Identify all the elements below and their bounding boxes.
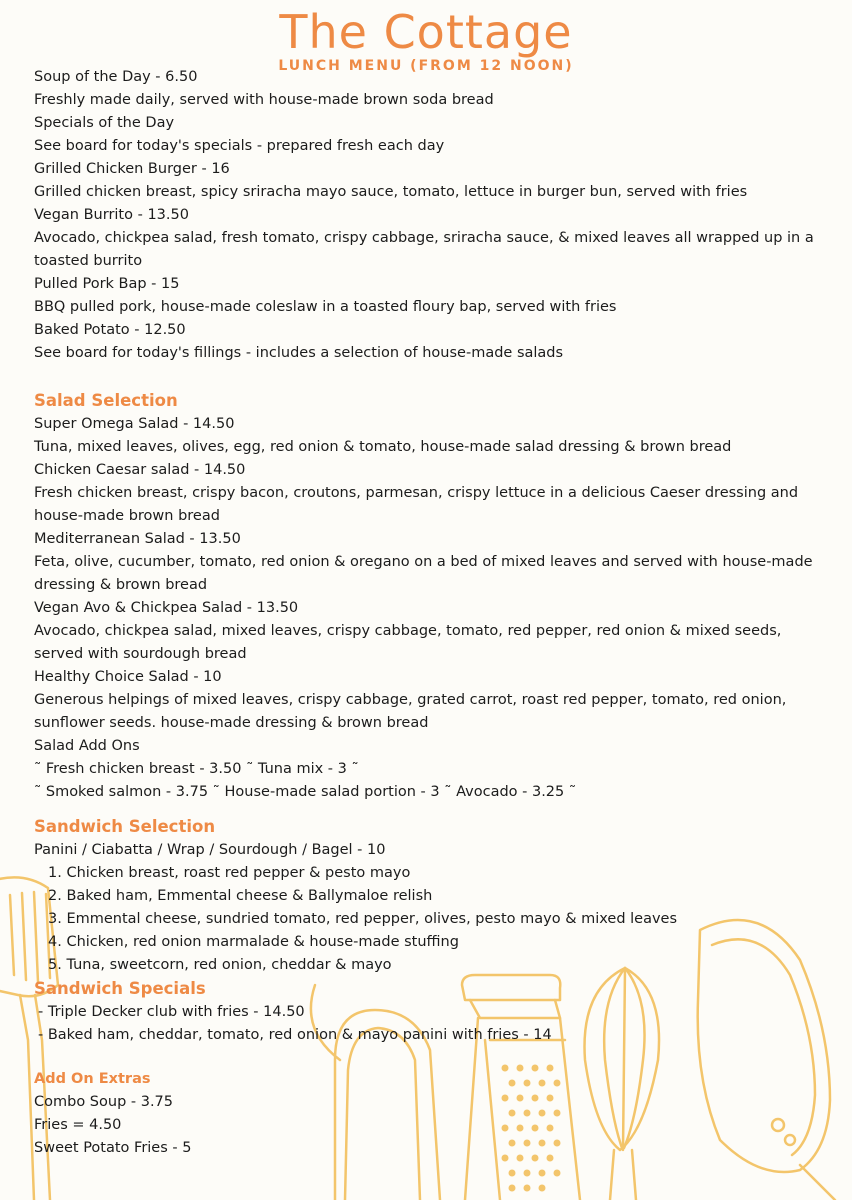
- lunch-items: [34, 66, 824, 365]
- menu-item: Specials of the Day: [34, 115, 175, 131]
- menu-item-description: Freshly made daily, served with house-made brown soda bread: [34, 92, 494, 108]
- sandwich-section-title: Sandwich Selection: [34, 817, 216, 836]
- sandwich-bread-options: Panini / Ciabatta / Wrap / Sourdough / Bagel - 10: [34, 842, 386, 858]
- sandwich-section: [34, 815, 824, 977]
- menu-item: Soup of the Day - 6.50: [34, 69, 198, 85]
- sandwich-item: 2. Baked ham, Emmental cheese & Ballymaloe relish: [48, 888, 433, 904]
- menu-item: Vegan Avo & Chickpea Salad - 13.50: [34, 600, 299, 616]
- menu-item-description: Grilled chicken breast, spicy sriracha mayo sauce, tomato, lettuce in burger bun, served with fries: [34, 184, 748, 200]
- specials-section: [34, 977, 824, 1047]
- salad-add-on: ˜ Fresh chicken breast - 3.50 ˜ Tuna mix - 3 ˜: [34, 761, 359, 777]
- menu-item: Super Omega Salad - 14.50: [34, 416, 235, 432]
- menu-item-description: Fresh chicken breast, crispy bacon, croutons, parmesan, crispy lettuce in a delicious Caeser dressing and house-made brown bread: [34, 485, 799, 524]
- menu-item-description: See board for today's specials - prepared fresh each day: [34, 138, 445, 154]
- menu-content: [34, 66, 824, 1160]
- special-item: - Baked ham, cheddar, tomato, red onion & mayo panini with fries - 14: [38, 1027, 552, 1043]
- salad-section: [34, 389, 824, 804]
- menu-item: Chicken Caesar salad - 14.50: [34, 462, 246, 478]
- sandwich-item: 3. Emmental cheese, sundried tomato, red pepper, olives, pesto mayo & mixed leaves: [48, 911, 678, 927]
- menu-item-description: Generous helpings of mixed leaves, crispy cabbage, grated carrot, roast red pepper, tomato, red onion, sunflower seeds. house-made dressing & brown bread: [34, 692, 787, 731]
- salad-add-ons-heading: Salad Add Ons: [34, 738, 140, 754]
- page-title: The Cottage: [279, 5, 573, 59]
- salad-section-title: Salad Selection: [34, 391, 178, 410]
- menu-subtitle: LUNCH MENU (FROM 12 NOON): [278, 58, 574, 74]
- menu-item-description: Avocado, chickpea salad, mixed leaves, crispy cabbage, tomato, red pepper, red onion & mixed seeds, served with sourdough bread: [34, 623, 782, 662]
- extra-item: Combo Soup - 3.75: [34, 1094, 174, 1110]
- menu-item: Healthy Choice Salad - 10: [34, 669, 222, 685]
- menu-item-description: Feta, olive, cucumber, tomato, red onion & oregano on a bed of mixed leaves and served with house-made dressing & brown bread: [34, 554, 813, 593]
- menu-item: Vegan Burrito - 13.50: [34, 207, 189, 223]
- salad-add-on: ˜ Smoked salmon - 3.75 ˜ House-made salad portion - 3 ˜ Avocado - 3.25 ˜: [34, 784, 577, 800]
- menu-item: Baked Potato - 12.50: [34, 322, 186, 338]
- extras-section-title: Add On Extras: [34, 1071, 151, 1087]
- extra-item: Fries = 4.50: [34, 1117, 122, 1133]
- sandwich-item: 5. Tuna, sweetcorn, red onion, cheddar & mayo: [48, 957, 392, 973]
- menu-item-description: See board for today's fillings - includes a selection of house-made salads: [34, 345, 564, 361]
- menu-item: Mediterranean Salad - 13.50: [34, 531, 241, 547]
- sandwich-item: 1. Chicken breast, roast red pepper & pesto mayo: [48, 865, 411, 881]
- sandwich-item: 4. Chicken, red onion marmalade & house-made stuffing: [48, 934, 459, 950]
- menu-item-description: Avocado, chickpea salad, fresh tomato, crispy cabbage, sriracha sauce, & mixed leaves all wrapped up in a toasted burrito: [34, 230, 814, 269]
- menu-item-description: BBQ pulled pork, house-made coleslaw in a toasted floury bap, served with fries: [34, 299, 617, 315]
- menu-item: Grilled Chicken Burger - 16: [34, 161, 230, 177]
- extras-section: [34, 1068, 824, 1160]
- menu-item-description: Tuna, mixed leaves, olives, egg, red onion & tomato, house-made salad dressing & brown bread: [34, 439, 732, 455]
- extra-item: Sweet Potato Fries - 5: [34, 1140, 192, 1156]
- specials-section-title: Sandwich Specials: [34, 979, 206, 998]
- menu-item: Pulled Pork Bap - 15: [34, 276, 180, 292]
- special-item: - Triple Decker club with fries - 14.50: [38, 1004, 305, 1020]
